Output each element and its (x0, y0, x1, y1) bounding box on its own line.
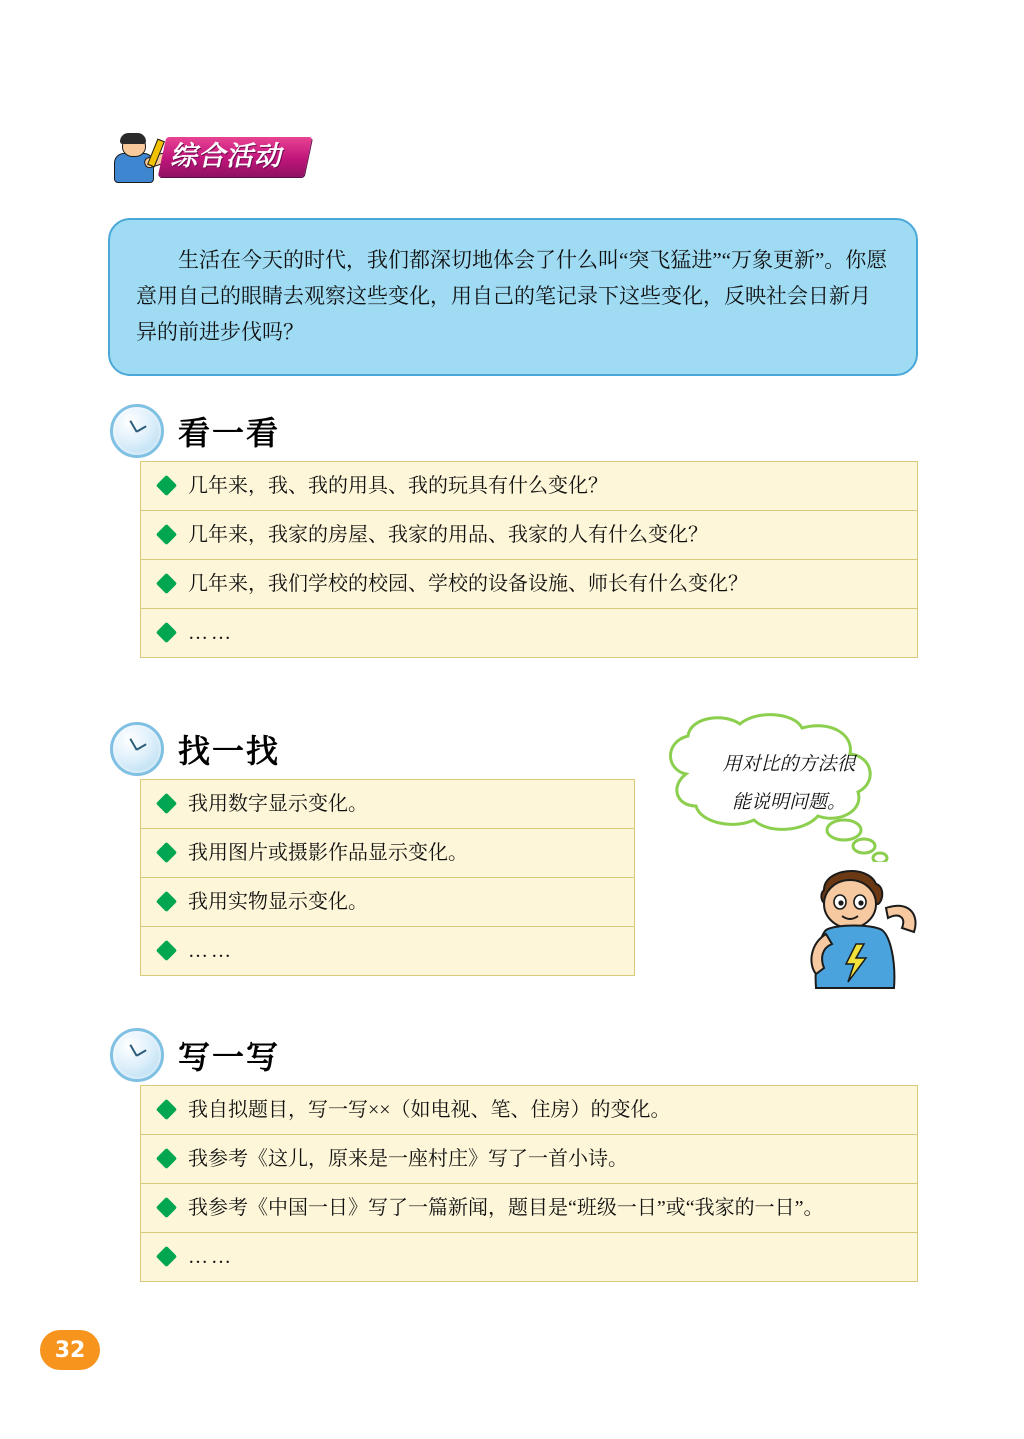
section-title-2: 找一找 (178, 732, 281, 770)
intro-callout (108, 218, 918, 376)
clock-icon (110, 404, 164, 458)
page-number-badge: 32 (40, 1330, 100, 1370)
section-heading-1 (110, 404, 280, 458)
section-heading-2 (110, 722, 280, 776)
section-title-3: 写一写 (178, 1038, 281, 1076)
diamond-bullet-icon (156, 1148, 177, 1169)
thought-bubble-text (694, 746, 884, 822)
list-item-text: 几年来，我家的房屋、我家的用品、我家的人有什么变化？ (188, 524, 708, 546)
list-item-text: 我参考《这儿，原来是一座村庄》写了一首小诗。 (188, 1148, 628, 1170)
banner-title: 综合活动 (168, 141, 288, 172)
clock-icon (110, 1028, 164, 1082)
kid-hair-shape (120, 133, 146, 144)
diamond-bullet-icon (156, 1246, 177, 1267)
diamond-bullet-icon (156, 573, 177, 594)
diamond-bullet-icon (156, 842, 177, 863)
list-item (141, 462, 917, 511)
list-item-text: 我参考《中国一日》写了一篇新闻，题目是“班级一日”或“我家的一日”。 (188, 1197, 824, 1219)
section-heading-3 (110, 1028, 280, 1082)
thought-bubble (648, 712, 916, 862)
list-item (141, 780, 634, 829)
diamond-bullet-icon (156, 793, 177, 814)
diamond-bullet-icon (156, 891, 177, 912)
list-item-text: 我用数字显示变化。 (188, 793, 368, 815)
list-item (141, 560, 917, 609)
diamond-bullet-icon (156, 1197, 177, 1218)
list-item (141, 878, 634, 927)
section-banner (108, 133, 308, 183)
list-item-text: 我自拟题目，写一写××（如电视、笔、住房）的变化。 (188, 1099, 671, 1121)
diamond-bullet-icon (156, 1099, 177, 1120)
list-item (141, 927, 634, 975)
list-item-text: 几年来，我们学校的校园、学校的设备设施、师长有什么变化？ (188, 573, 748, 595)
list-item-text: 我用实物显示变化。 (188, 891, 368, 913)
list-item (141, 829, 634, 878)
list-item (141, 1086, 917, 1135)
diamond-bullet-icon (156, 475, 177, 496)
diamond-bullet-icon (156, 940, 177, 961)
list-item (141, 609, 917, 657)
boy-illustration (790, 856, 930, 996)
thought-line-2: 能说明问题。 (731, 792, 846, 813)
list-item-text: …… (188, 940, 234, 962)
list-box-2 (140, 779, 635, 976)
list-item-text: 我用图片或摄影作品显示变化。 (188, 842, 468, 864)
list-item-text: …… (188, 622, 234, 644)
clock-icon (110, 722, 164, 776)
thought-line-1: 用对比的方法很 (722, 754, 856, 775)
boy-figure-icon (790, 856, 930, 996)
list-item (141, 1135, 917, 1184)
list-item-text: 几年来，我、我的用具、我的玩具有什么变化？ (188, 475, 608, 497)
list-item (141, 1233, 917, 1281)
list-item-text: …… (188, 1246, 234, 1268)
diamond-bullet-icon (156, 524, 177, 545)
list-item (141, 511, 917, 560)
list-box-1 (140, 461, 918, 658)
list-item (141, 1184, 917, 1233)
list-box-3 (140, 1085, 918, 1282)
section-title-1: 看一看 (178, 414, 281, 452)
intro-text: 生活在今天的时代，我们都深切地体会了什么叫“突飞猛进”“万象更新”。你愿意用自己的眼睛去观察这些变化，用自己的笔记录下这些变化，反映社会日新月异的前进步伐吗？ (136, 248, 888, 344)
diamond-bullet-icon (156, 622, 177, 643)
